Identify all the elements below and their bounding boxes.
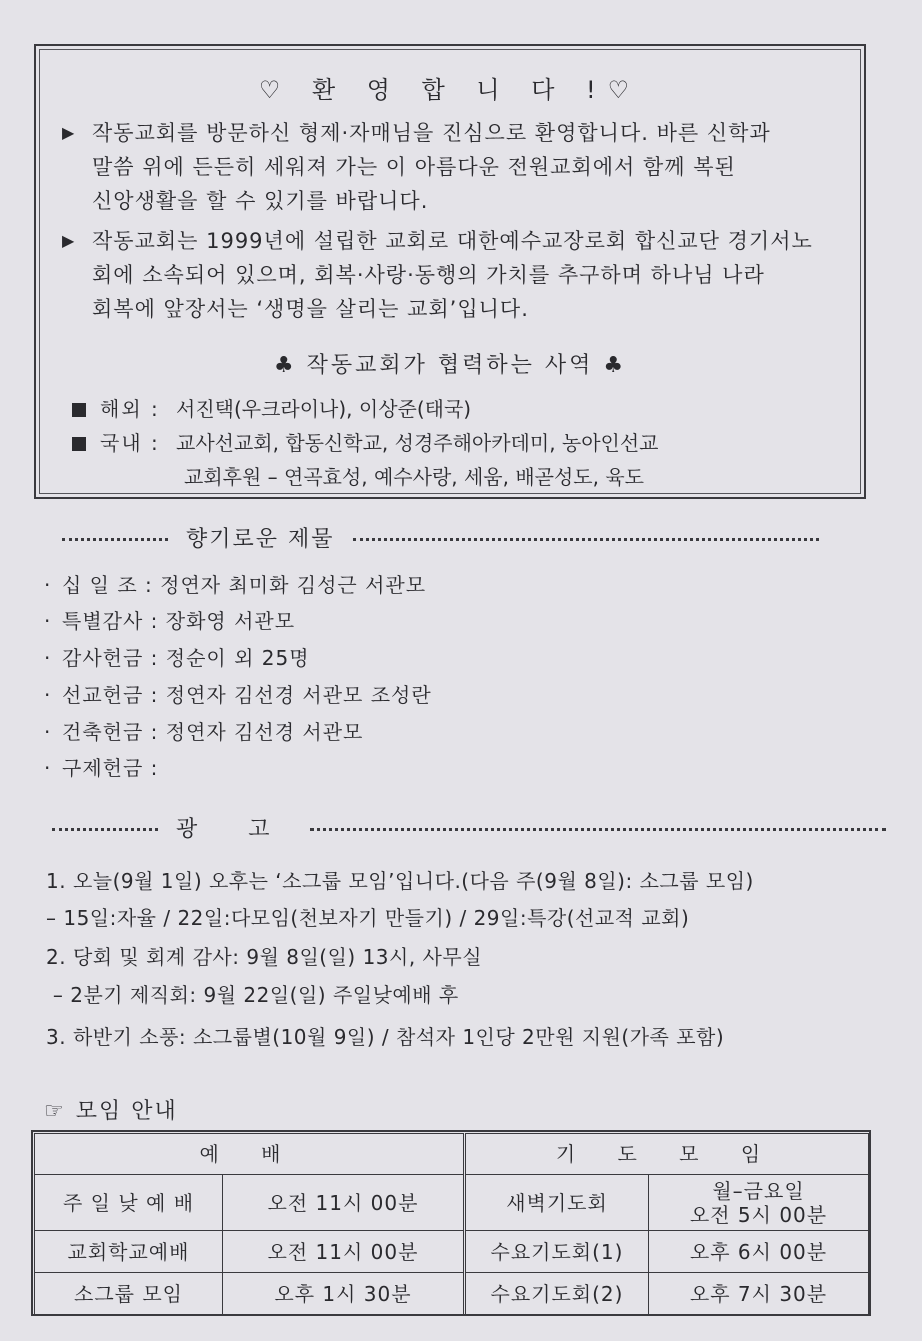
prayer-time — [649, 1175, 869, 1231]
notices-section-header — [52, 812, 886, 843]
arrow-icon: ▶ — [62, 231, 75, 250]
coop-text: 교사선교회, 합동신학교, 성경주해아카데미, 농아인선교 — [176, 431, 659, 455]
dot-bullet: · — [44, 646, 52, 670]
dotted-leader — [62, 538, 168, 541]
dot-bullet: · — [44, 683, 52, 707]
table-row — [35, 1231, 869, 1273]
dot-bullet: · — [44, 609, 52, 633]
paragraph-line: 회복에 앞장서는 ‘생명을 살리는 교회’입니다. — [92, 297, 529, 321]
offering-names: 장화영 서관모 — [165, 609, 296, 633]
coop-row-domestic — [72, 426, 659, 460]
worship-time: 오후 1시 30분 — [223, 1273, 465, 1315]
meetings-header — [44, 1094, 178, 1125]
paragraph-line: 신앙생활을 할 수 있기를 바랍니다. — [92, 189, 429, 213]
paragraph-line: 말씀 위에 든든히 세워져 가는 이 아름다운 전원교회에서 함께 복된 — [92, 155, 736, 179]
table-row — [35, 1175, 869, 1231]
paragraph-line: 작동교회를 방문하신 형제·자매님을 진심으로 환영합니다. 바른 신학과 — [92, 121, 771, 145]
notice-line: 2. 당회 및 회계 감사: 9월 8일(일) 13시, 사무실 — [46, 945, 483, 969]
offering-names: 정연자 최미화 김성근 서관모 — [160, 573, 427, 597]
paragraph-line: 회에 소속되어 있으며, 회복·사랑·동행의 가치를 추구하며 하나님 나라 — [92, 263, 765, 287]
offering-label: 구제헌금 : — [62, 756, 159, 780]
worship-name: 주 일 낮 예 배 — [35, 1175, 223, 1231]
welcome-paragraph-1 — [62, 116, 852, 218]
offering-row — [44, 570, 426, 600]
notice-line: 3. 하반기 소풍: 소그룹별(10월 9일) / 참석자 1인당 2만원 지원(가족 포함) — [46, 1025, 725, 1049]
coop-text: 서진택(우크라이나), 이상준(태국) — [176, 397, 472, 421]
offering-label: 특별감사 : — [62, 609, 159, 633]
meetings-title: 모임 안내 — [75, 1099, 178, 1124]
prayer-time: 오후 7시 30분 — [649, 1273, 869, 1315]
offering-label: 건축헌금 : — [62, 720, 159, 744]
worship-time: 오전 11시 00분 — [223, 1175, 465, 1231]
worship-name: 소그룹 모임 — [35, 1273, 223, 1315]
meetings-table — [31, 1130, 871, 1316]
notice-line: 1. 오늘(9월 1일) 오후는 ‘소그룹 모임’입니다.(다음 주(9월 8일): 소그룹 모임) — [46, 869, 754, 893]
worship-name: 교회학교예배 — [35, 1231, 223, 1273]
prayer-name: 수요기도회(2) — [465, 1273, 649, 1315]
offering-label: 십 일 조 : — [62, 573, 153, 597]
offering-row — [44, 680, 432, 710]
coop-ministry-title: ♣ 작동교회가 협력하는 사역 ♣ — [273, 353, 627, 378]
notices-title: 광 고 — [176, 817, 292, 842]
table-header-row — [35, 1134, 869, 1175]
prayer-header: 기 도 모 임 — [465, 1134, 869, 1175]
pointing-hand-icon: ☞ — [44, 1099, 66, 1124]
offering-names: 정연자 김선경 서관모 — [165, 720, 364, 744]
offering-title: 향기로운 제물 — [186, 527, 335, 552]
welcome-paragraph-2 — [62, 224, 852, 326]
table-row — [35, 1273, 869, 1315]
coop-domestic-continued: 교회후원 – 연곡효성, 예수사랑, 세움, 배곧성도, 육도 — [184, 465, 644, 489]
dot-bullet: · — [44, 756, 52, 780]
offering-row — [44, 606, 295, 636]
offering-label: 선교헌금 : — [62, 683, 159, 707]
coop-row-overseas — [72, 392, 471, 426]
arrow-icon: ▶ — [62, 123, 75, 142]
dot-bullet: · — [44, 720, 52, 744]
worship-header: 예 배 — [35, 1134, 465, 1175]
coop-label: 국내 : — [100, 431, 160, 455]
prayer-time: 오후 6시 00분 — [649, 1231, 869, 1273]
worship-time: 오전 11시 00분 — [223, 1231, 465, 1273]
offering-label: 감사헌금 : — [62, 646, 159, 670]
dotted-leader — [353, 538, 819, 541]
offering-row — [44, 717, 363, 747]
offering-names: 정순이 외 25명 — [165, 646, 310, 670]
prayer-name: 새벽기도회 — [465, 1175, 649, 1231]
dot-bullet: · — [44, 573, 52, 597]
prayer-time-hour: 오전 5시 00분 — [689, 1202, 828, 1227]
welcome-title: ♡ 환 영 합 니 다 !♡ — [258, 76, 642, 104]
offering-row — [44, 643, 310, 673]
square-bullet-icon — [72, 437, 86, 451]
square-bullet-icon — [72, 403, 86, 417]
welcome-box — [34, 44, 866, 499]
offering-names: 정연자 김선경 서관모 조성란 — [165, 683, 432, 707]
dotted-leader — [52, 828, 158, 831]
notice-line: – 2분기 제직회: 9월 22일(일) 주일낮예배 후 — [46, 983, 459, 1007]
paragraph-line: 작동교회는 1999년에 설립한 교회로 대한예수교장로회 합신교단 경기서노 — [92, 229, 813, 253]
prayer-time-days: 월–금요일 — [712, 1178, 805, 1203]
prayer-name: 수요기도회(1) — [465, 1231, 649, 1273]
dotted-leader — [310, 828, 886, 831]
offering-row — [44, 753, 158, 783]
coop-label: 해외 : — [100, 397, 160, 421]
notice-line: – 15일:자율 / 22일:다모임(천보자기 만들기) / 29일:특강(선교적 교회) — [46, 906, 690, 930]
offering-section-header — [62, 522, 819, 553]
